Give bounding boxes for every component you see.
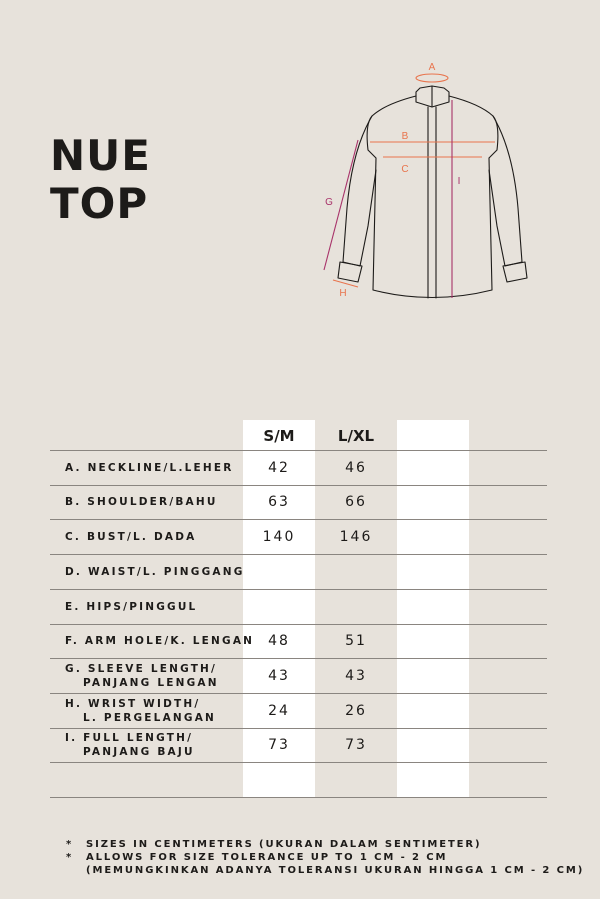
value-sm — [243, 589, 315, 624]
value-lxl: 66 — [345, 494, 367, 510]
footnote — [66, 838, 584, 851]
table-row — [0, 728, 600, 762]
table-row — [0, 485, 600, 519]
title-line-2: TOP — [50, 179, 149, 228]
value-sm: 140 — [262, 528, 296, 545]
footnotes — [66, 838, 584, 877]
table-row — [0, 693, 600, 728]
row-label: E. HIPS/PINGGUL — [65, 600, 198, 613]
row-label: I. FULL LENGTH/ PANJANG BAJU — [65, 732, 195, 758]
value-extra — [397, 450, 469, 485]
footnote-star: * — [66, 852, 74, 863]
row-divider — [50, 797, 547, 798]
value-sm — [243, 762, 315, 797]
measure-a-marker — [416, 74, 448, 82]
value-lxl: 43 — [345, 667, 367, 684]
value-extra — [397, 693, 469, 728]
value-sm: 43 — [268, 667, 290, 684]
label-b: B — [401, 131, 409, 142]
footnote-text: ALLOWS FOR SIZE TOLERANCE UP TO 1 CM - 2 CM — [86, 852, 448, 863]
value-lxl — [320, 554, 392, 589]
value-sm — [243, 554, 315, 589]
label-c: C — [401, 164, 409, 175]
right-sleeve — [489, 116, 522, 266]
title-line-1: NUE — [50, 131, 151, 180]
row-label: D. WAIST/L. PINGGANG — [65, 565, 245, 578]
value-sm: 24 — [268, 702, 290, 719]
row-label: G. SLEEVE LENGTH/ PANJANG LENGAN — [65, 662, 219, 689]
value-extra — [397, 624, 469, 658]
row-label: F. ARM HOLE/K. LENGAN — [65, 635, 255, 647]
value-extra — [397, 658, 469, 693]
product-title — [50, 132, 151, 228]
label-h: H — [339, 288, 347, 299]
row-label: C. BUST/L. DADA — [65, 530, 197, 543]
header-sm: S/M — [263, 427, 295, 445]
table-row — [0, 624, 600, 658]
header-empty — [397, 424, 469, 448]
left-sleeve — [343, 116, 376, 266]
shirt-measurement-diagram — [310, 50, 540, 320]
value-extra — [397, 485, 469, 519]
value-extra — [397, 519, 469, 554]
row-label: A. NECKLINE/L.LEHER — [65, 461, 234, 474]
table-row — [0, 450, 600, 485]
row-label: B. SHOULDER/BAHU — [65, 496, 218, 508]
value-lxl — [320, 589, 392, 624]
value-sm: 73 — [268, 737, 290, 753]
value-lxl: 46 — [345, 459, 367, 476]
table-row — [0, 658, 600, 693]
header-lxl: L/XL — [337, 427, 375, 445]
value-lxl: 26 — [345, 702, 367, 719]
value-lxl: 146 — [339, 528, 373, 545]
value-sm: 63 — [268, 494, 290, 510]
footnote-text: SIZES IN CENTIMETERS (UKURAN DALAM SENTIMETER) — [86, 839, 482, 850]
value-sm: 48 — [268, 633, 290, 649]
value-lxl: 51 — [345, 633, 367, 649]
value-extra — [397, 762, 469, 797]
value-lxl — [320, 762, 392, 797]
label-g: G — [325, 197, 333, 208]
label-a: A — [428, 62, 436, 73]
footnote — [66, 851, 584, 877]
table-row — [0, 762, 600, 797]
value-extra — [397, 589, 469, 624]
table-row — [0, 589, 600, 624]
value-lxl: 73 — [345, 737, 367, 753]
footnote-text: (MEMUNGKINKAN ADANYA TOLERANSI UKURAN HINGGA 1 CM - 2 CM) — [86, 865, 585, 876]
footnote-star: * — [66, 839, 74, 850]
value-extra — [397, 728, 469, 762]
table-row — [0, 519, 600, 554]
label-i: I — [457, 176, 461, 187]
value-sm: 42 — [268, 459, 290, 476]
value-extra — [397, 554, 469, 589]
row-label: H. WRIST WIDTH/ L. PERGELANGAN — [65, 697, 217, 724]
table-row — [0, 554, 600, 589]
shirt-body — [367, 96, 498, 298]
